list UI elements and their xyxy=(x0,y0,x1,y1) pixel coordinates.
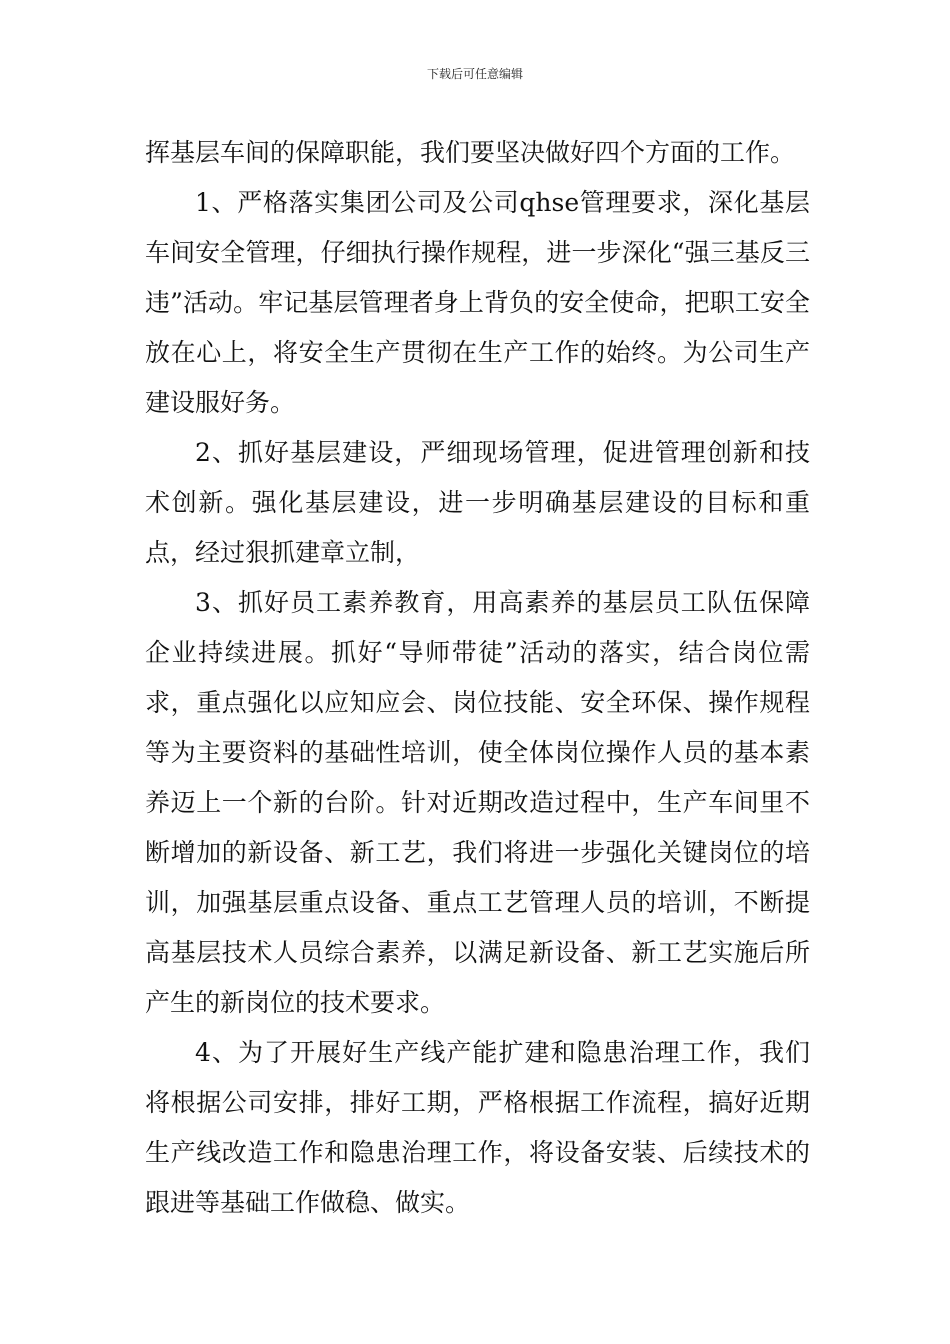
header-note: 下载后可任意编辑 xyxy=(426,67,523,81)
document-body xyxy=(145,128,810,1228)
paragraph-item-2: 2、抓好基层建设，严细现场管理，促进管理创新和技术创新。强化基层建设，进一步明确基层建设的目标和重点，经过狠抓建章立制， xyxy=(145,438,810,567)
paragraph-item-1: 1、严格落实集团公司及公司qhse管理要求，深化基层车间安全管理，仔细执行操作规程，进一步深化“强三基反三违”活动。牢记基层管理者身上背负的安全使命，把职工安全放在心上，将安全生产贯彻在生产工作的始终。为公司生产建设服好务。 xyxy=(145,188,810,417)
paragraph-item-4: 4、为了开展好生产线产能扩建和隐患治理工作，我们将根据公司安排，排好工期，严格根据工作流程，搞好近期生产线改造工作和隐患治理工作，将设备安装、后续技术的跟进等基础工作做稳、做实。 xyxy=(145,1038,810,1217)
paragraph-item-3: 3、抓好员工素养教育，用高素养的基层员工队伍保障企业持续进展。抓好“导师带徒”活动的落实，结合岗位需求，重点强化以应知应会、岗位技能、安全环保、操作规程等为主要资料的基础性培训，使全体岗位操作人员的基本素养迈上一个新的台阶。针对近期改造过程中，生产车间里不断增加的新设备、新工艺，我们将进一步强化关键岗位的培训，加强基层重点设备、重点工艺管理人员的培训，不断提高基层技术人员综合素养，以满足新设备、新工艺实施后所产生的新岗位的技术要求。 xyxy=(145,588,810,1017)
paragraph-continuation: 挥基层车间的保障职能，我们要坚决做好四个方面的工作。 xyxy=(145,138,796,167)
